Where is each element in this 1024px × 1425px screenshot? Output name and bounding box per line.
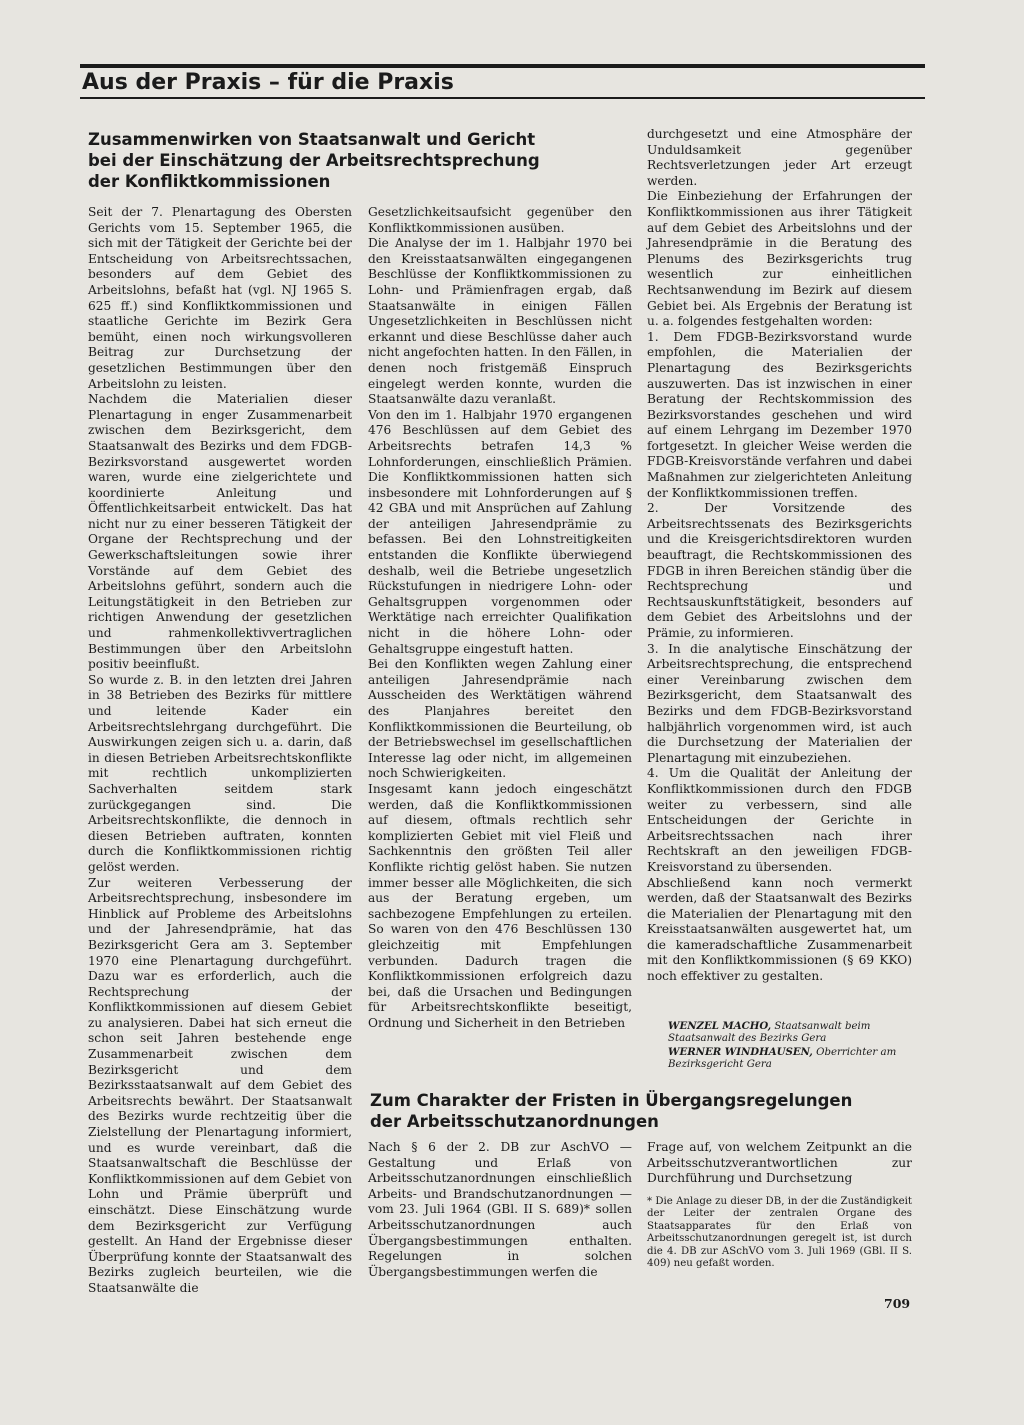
page-number: 709 bbox=[884, 1296, 911, 1311]
paragraph: Seit der 7. Plenartagung des Obersten Gerichts vom 15. September 1965, die sich mit der Tätigkeit der Gerichte bei der Entscheidung von Arbeitsrechtssachen, besonders auf dem Gebiet des Arbeitslohns, befaßt hat (vgl. NJ 1965 S. 625 ff.) sind Konfliktkommissionen und staatliche Gerichte im Bezirk Gera bemüht, einen noch wirkungsvolleren Beitrag zur Durchsetzung der gesetzlichen Bestimmungen über den Arbeitslohn zu leisten. bbox=[88, 205, 352, 391]
paragraph: 3. In die analytische Einschätzung der Arbeitsrechtsprechung, die entsprechend einer Vereinbarung zwischen dem Bezirksgericht, dem Staatsanwalt des Bezirks und dem FDGB-Bezirksvorstand halbjährlich vorgenommen wird, ist auch die Durchsetzung der Materialien der Plenartagung mit einzubeziehen. bbox=[647, 641, 912, 765]
article1-title bbox=[88, 129, 540, 192]
paragraph: Nachdem die Materialien dieser Plenartagung in enger Zusammenarbeit zwischen dem Bezirksgericht, dem Staatsanwalt des Bezirks und dem FDGB-Bezirksvorstand ausgewertet worden waren, wurde eine zielgerichtete und koordinierte Anleitung und Öffentlichkeitsarbeit entwickelt. Das hat nicht nur zu einer besseren Tätigkeit der Organe der Rechtsprechung und der Gewerkschaftsleitungen sowie ihrer Vorstände auf dem Gebiet des Arbeitslohns geführt, sondern auch die Leitungstätigkeit in den Betrieben zur richtigen Anwendung der gesetzlichen und rahmenkollektivvertraglichen Bestimmungen über den Arbeitslohn positiv beeinflußt. bbox=[88, 392, 352, 672]
paragraph: Zur weiteren Verbesserung der Arbeitsrechtsprechung, insbesondere im Hinblick auf Probleme des Arbeitslohns und der Jahresendprämie, hat das Bezirksgericht Gera am 3. September 1970 eine Plenartagung durchgeführt. Dazu war es erforderlich, auch die Rechtsprechung der Konfliktkommissionen auf diesem Gebiet zu analysieren. Dabei hat sich erneut die schon seit Jahren bestehende enge Zusammenarbeit zwischen dem Bezirksgericht und dem Bezirksstaatsanwalt auf dem Gebiet des Arbeitsrechts bewährt. Der Staatsanwalt des Bezirks wurde rechtzeitig über die Zielstellung der Plenartagung informiert, und es wurde vereinbart, daß die Staatsanwaltschaft die Beschlüsse der Konfliktkommissionen auf dem Gebiet von Lohn und Prämie überprüft und einschätzt. Diese Einschätzung wurde dem Bezirksgericht zur Verfügung gestellt. An Hand der Ergebnisse dieser Überprüfung konnte der Staatsanwalt des Bezirks zugleich beurteilen, wie die Staatsanwälte die bbox=[88, 875, 352, 1295]
article1-column-1 bbox=[88, 205, 352, 1297]
paragraph: So wurde z. B. in den letzten drei Jahren in 38 Betrieben des Bezirks für mittlere und leitende Kader ein Arbeitsrechtslehrgang durchgeführt. Die Auswirkungen zeigen sich u. a. darin, daß in diesen Betrieben Arbeitsrechtskonflikte mit rechtlich unkomplizierten Sachverhalten seitdem stark zurückgegangen sind. Die Arbeitsrechtskonflikte, die dennoch in diesen Betrieben auftraten, konnten durch die Konfliktkommissionen richtig gelöst werden. bbox=[88, 672, 352, 874]
article2-title-line: der Arbeitsschutzanordnungen bbox=[370, 1112, 659, 1131]
author-role: Oberrichter am Bezirksgericht Gera bbox=[668, 1046, 897, 1071]
author-role: Staatsanwalt beim Staatsanwalt des Bezirks Gera bbox=[668, 1021, 871, 1045]
section-title: Aus der Praxis – für die Praxis bbox=[82, 70, 454, 95]
paragraph: 2. Der Vorsitzende des Arbeitsrechtssenats des Bezirksgerichts und die Kreisgerichtsdirektoren wurden beauftragt, die Rechtskommissionen des FDGB in ihren Bereichen ständig über die Rechtsprechung und Rechtsauskunftstätigkeit, besonders auf dem Gebiet des Arbeitslohns und der Prämie, zu informieren. bbox=[647, 501, 912, 640]
header-rule bbox=[80, 64, 925, 68]
author-name: WENZEL MACHO, bbox=[668, 1020, 772, 1032]
paragraph: Von den im 1. Halbjahr 1970 ergangenen 476 Beschlüssen auf dem Gebiet des Arbeitsrechts betrafen 14,3 % Lohnforderungen, einschließlich Prämien. Die Konfliktkommissionen hatten sich insbesondere mit Lohnforderungen auf § 42 GBA und mit Ansprüchen auf Zahlung der anteiligen Jahresendprämie zu befassen. Bei den Lohnstreitigkeiten entstanden die Konflikte überwiegend deshalb, weil die Betriebe ungesetzlich Rückstufungen in niedrigere Lohn- oder Gehaltsgruppen vorgenommen oder Werktätige nach erreichter Qualifikation nicht in die höhere Lohn- oder Gehaltsgruppe eingestuft hatten. bbox=[368, 407, 632, 656]
paragraph: Nach § 6 der 2. DB zur AschVO — Gestaltung und Erlaß von Arbeitsschutzanordnungen einschließlich Arbeits- und Brandschutzanordnungen — vom 23. Juli 1964 (GBl. II S. 689)* sollen Arbeitsschutzanordnungen auch Übergangsbestimmungen enthalten. Regelungen in solchen Übergangsbestimmungen werfen die bbox=[368, 1140, 632, 1279]
article1-title-line: der Konfliktkommissionen bbox=[88, 172, 331, 191]
author-signature bbox=[668, 1020, 914, 1072]
article2-title bbox=[370, 1090, 852, 1132]
author-line bbox=[668, 1020, 914, 1046]
article2-column-1 bbox=[368, 1140, 632, 1280]
paragraph: Frage auf, von welchem Zeitpunkt an die Arbeitsschutzverantwortlichen zur Durchführung und Durchsetzung bbox=[647, 1140, 912, 1186]
article1-title-line: Zusammenwirken von Staatsanwalt und Gericht bbox=[88, 130, 536, 149]
paragraph: Gesetzlichkeitsaufsicht gegenüber den Konfliktkommissionen ausüben. bbox=[368, 205, 632, 235]
article1-column-3 bbox=[647, 127, 912, 985]
article2-column-2 bbox=[647, 1140, 912, 1187]
article1-column-2 bbox=[368, 205, 632, 1031]
article1-title-line: bei der Einschätzung der Arbeitsrechtsprechung bbox=[88, 151, 540, 170]
paragraph: Bei den Konflikten wegen Zahlung einer anteiligen Jahresendprämie nach Ausscheiden des Werktätigen während des Planjahres bereitet den Konfliktkommissionen die Beurteilung, ob der Betriebswechsel im gesellschaftlichen Interesse lag oder nicht, im allgemeinen noch Schwierigkeiten. bbox=[368, 657, 632, 781]
paragraph: Insgesamt kann jedoch eingeschätzt werden, daß die Konfliktkommissionen auf diesem, oftmals rechtlich sehr komplizierten Gebiet mit viel Fleiß und Sachkenntnis den größten Teil aller Konflikte richtig gelöst haben. Sie nutzen immer besser alle Möglichkeiten, die sich aus der Beratung ergeben, um sachbezogene Empfehlungen zu erteilen. So waren von den 476 Beschlüssen 130 gleichzeitig mit Empfehlungen verbunden. Dadurch tragen die Konfliktkommissionen erfolgreich dazu bei, daß die Ursachen und Bedingungen für Arbeitsrechtskonflikte beseitigt, Ordnung und Sicherheit in den Betrieben bbox=[368, 781, 632, 1030]
paragraph: Die Einbeziehung der Erfahrungen der Konfliktkommissionen aus ihrer Tätigkeit auf dem Gebiet des Arbeitslohns und der Jahresendprämie in die Beratung des Plenums des Bezirksgerichts trug wesentlich zur einheitlichen Rechtsanwendung im Bezirk auf diesem Gebiet bei. Als Ergebnis der Beratung ist u. a. folgendes festgehalten worden: bbox=[647, 189, 912, 329]
header-underline bbox=[80, 97, 925, 99]
paragraph: Abschließend kann noch vermerkt werden, daß der Staatsanwalt des Bezirks die Materialien der Plenartagung mit den Kreisstaatsanwälten ausgewertet hat, um die kameradschaftliche Zusammenarbeit mit den Konfliktkommissionen (§ 69 KKO) noch effektiver zu gestalten. bbox=[647, 875, 912, 984]
author-name: WERNER WINDHAUSEN, bbox=[668, 1045, 813, 1058]
paragraph: 4. Um die Qualität der Anleitung der Konfliktkommissionen durch den FDGB weiter zu verbessern, sind alle Entscheidungen der Gerichte in Arbeitsrechtssachen nach ihrer Rechtskraft an den jeweiligen FDGB-Kreisvorstand zu übersenden. bbox=[647, 766, 912, 874]
article2-title-line: Zum Charakter der Fristen in Übergangsregelungen bbox=[370, 1091, 853, 1110]
paragraph: 1. Dem FDGB-Bezirksvorstand wurde empfohlen, die Materialien der Plenartagung des Bezirksgerichts auszuwerten. Das ist inzwischen in einer Beratung der Rechtskommission des Bezirksvorstandes geschehen und wird auf einem Lehrgang im Dezember 1970 fortgesetzt. In gleicher Weise werden die FDGB-Kreisvorstände verfahren und dabei Maßnahmen zur zielgerichteten Anleitung der Konfliktkommissionen treffen. bbox=[647, 329, 912, 500]
paragraph: durchgesetzt und eine Atmosphäre der Unduldsamkeit gegenüber Rechtsverletzungen jeder Art erzeugt werden. bbox=[647, 127, 912, 188]
footnote bbox=[647, 1196, 912, 1270]
footnote-text: * Die Anlage zu dieser DB, in der die Zuständigkeit der Leiter der zentralen Organe des Staatsapparates für den Erlaß von Arbeitsschutzanordnungen geregelt ist, ist durch die 4. DB zur ASchVO vom 3. Juli 1969 (GBl. II S. 409) neu gefaßt worden. bbox=[647, 1196, 912, 1270]
paragraph: Die Analyse der im 1. Halbjahr 1970 bei den Kreisstaatsanwälten eingegangenen Beschlüsse der Konfliktkommissionen zu Lohn- und Prämienfragen ergab, daß Staatsanwälte in einigen Fällen Ungesetzlichkeiten in Beschlüssen nicht erkannt und diese Beschlüsse daher auch nicht angefochten hatten. In den Fällen, in denen noch fristgemäß Einspruch eingelegt werden konnte, wurden die Staatsanwälte dazu veranlaßt. bbox=[368, 236, 632, 407]
author-line bbox=[668, 1046, 914, 1072]
